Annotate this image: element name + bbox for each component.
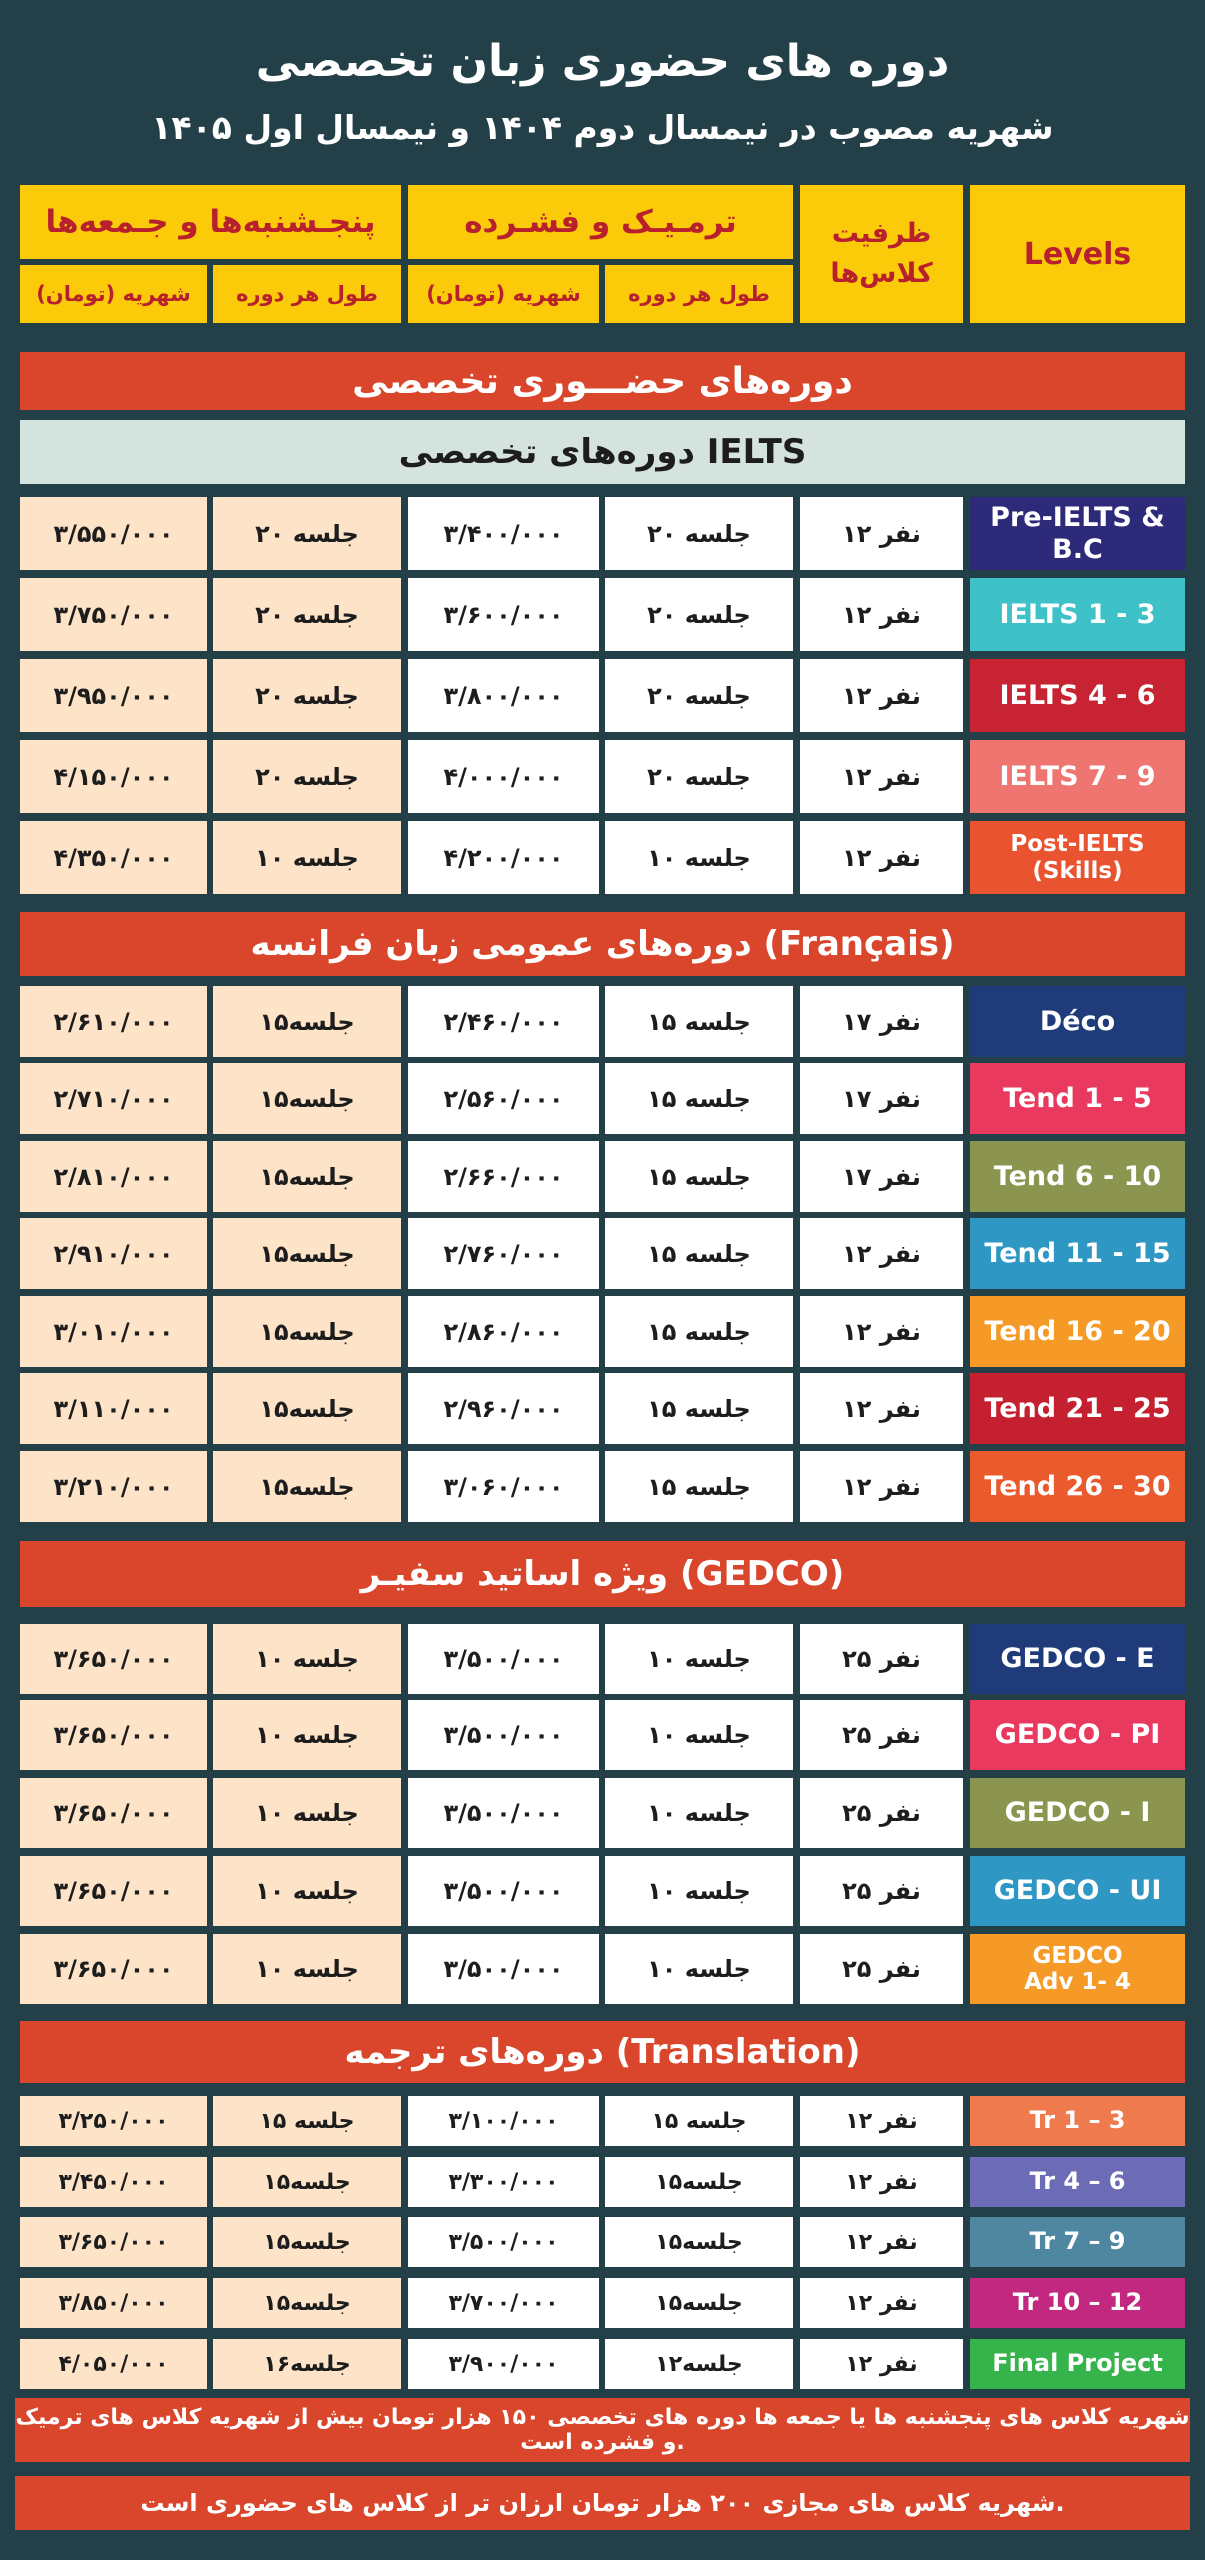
duration-weekend-cell: ۱۰ جلسه [213,1778,401,1848]
duration-weekend-cell: ۱۵جلسه [213,2217,401,2267]
capacity-cell: ۱۲ نفر [800,2217,963,2267]
fee-weekend-cell: ۲/۷۱۰/۰۰۰ [20,1063,207,1134]
section-band: دوره‌های عمومی زبان فرانسه (Français) [20,912,1185,976]
capacity-cell: ۲۵ نفر [800,1856,963,1926]
level-cell: Tr 4 – 6 [970,2157,1185,2207]
capacity-cell: ۱۷ نفر [800,986,963,1057]
fee-intensive-cell: ۳/۰۶۰/۰۰۰ [408,1451,599,1522]
capacity-cell: ۱۲ نفر [800,821,963,894]
header-levels: Levels [970,185,1185,323]
fee-intensive-cell: ۳/۵۰۰/۰۰۰ [408,1700,599,1770]
fee-weekend-cell: ۳/۷۵۰/۰۰۰ [20,578,207,651]
duration-intensive-cell: ۱۵ جلسه [605,1451,793,1522]
duration-intensive-cell: ۱۵ جلسه [605,1296,793,1367]
duration-intensive-cell: ۱۵ جلسه [605,986,793,1057]
fee-weekend-cell: ۳/۲۵۰/۰۰۰ [20,2096,207,2146]
header-group-weekend: پنجـشنبه‌ها و جـمعه‌ها [20,185,401,259]
fee-intensive-cell: ۴/۰۰۰/۰۰۰ [408,740,599,813]
duration-weekend-cell: ۱۰ جلسه [213,1700,401,1770]
capacity-cell: ۱۲ نفر [800,497,963,570]
fee-weekend-cell: ۳/۶۵۰/۰۰۰ [20,2217,207,2267]
fee-intensive-cell: ۳/۴۰۰/۰۰۰ [408,497,599,570]
capacity-cell: ۱۷ نفر [800,1141,963,1212]
fee-weekend-cell: ۲/۶۱۰/۰۰۰ [20,986,207,1057]
level-cell: Tend 16 - 20 [970,1296,1185,1367]
capacity-cell: ۱۲ نفر [800,1218,963,1289]
duration-weekend-cell: ۱۵جلسه [213,986,401,1057]
header-capacity: ظرفیت کلاس‌ها [800,185,963,323]
fee-intensive-cell: ۳/۸۰۰/۰۰۰ [408,659,599,732]
capacity-cell: ۱۲ نفر [800,740,963,813]
duration-intensive-cell: ۱۰ جلسه [605,1624,793,1694]
fee-intensive-cell: ۳/۶۰۰/۰۰۰ [408,578,599,651]
capacity-cell: ۲۵ نفر [800,1934,963,2004]
capacity-cell: ۱۲ نفر [800,1296,963,1367]
duration-intensive-cell: ۱۵ جلسه [605,1218,793,1289]
duration-intensive-cell: ۱۰ جلسه [605,1856,793,1926]
duration-weekend-cell: ۱۵جلسه [213,2278,401,2328]
fee-weekend-cell: ۳/۹۵۰/۰۰۰ [20,659,207,732]
level-cell: Post-IELTS (Skills) [970,821,1185,894]
level-cell: GEDCO - E [970,1624,1185,1694]
section-band: ویژه اساتید سفیـر (GEDCO) [20,1541,1185,1607]
capacity-cell: ۱۲ نفر [800,2157,963,2207]
duration-weekend-cell: ۱۰ جلسه [213,1934,401,2004]
duration-intensive-cell: ۱۰ جلسه [605,1778,793,1848]
fee-weekend-cell: ۳/۰۱۰/۰۰۰ [20,1296,207,1367]
fee-intensive-cell: ۳/۵۰۰/۰۰۰ [408,1934,599,2004]
duration-weekend-cell: ۲۰ جلسه [213,740,401,813]
level-cell: Tend 26 - 30 [970,1451,1185,1522]
section-main-band: دوره‌های حضـــوری تخصصی [20,352,1185,410]
capacity-cell: ۲۵ نفر [800,1778,963,1848]
duration-weekend-cell: ۱۶جلسه [213,2339,401,2389]
duration-weekend-cell: ۱۵جلسه [213,1373,401,1444]
duration-weekend-cell: ۱۵جلسه [213,1296,401,1367]
duration-intensive-cell: ۱۰ جلسه [605,1934,793,2004]
page-title: دوره های حضوری زبان تخصصی [255,36,950,87]
duration-intensive-cell: ۱۵ جلسه [605,2096,793,2146]
section-band: دوره‌های تخصصی IELTS [20,420,1185,484]
duration-intensive-cell: ۱۵جلسه [605,2217,793,2267]
level-cell: Tend 6 - 10 [970,1141,1185,1212]
fee-intensive-cell: ۲/۵۶۰/۰۰۰ [408,1063,599,1134]
duration-weekend-cell: ۲۰ جلسه [213,497,401,570]
duration-intensive-cell: ۱۵ جلسه [605,1373,793,1444]
level-cell: Tend 21 - 25 [970,1373,1185,1444]
fee-intensive-cell: ۳/۱۰۰/۰۰۰ [408,2096,599,2146]
duration-weekend-cell: ۱۵جلسه [213,1451,401,1522]
fee-intensive-cell: ۳/۳۰۰/۰۰۰ [408,2157,599,2207]
capacity-cell: ۲۵ نفر [800,1700,963,1770]
duration-intensive-cell: ۲۰ جلسه [605,740,793,813]
fee-intensive-cell: ۲/۴۶۰/۰۰۰ [408,986,599,1057]
duration-weekend-cell: ۲۰ جلسه [213,659,401,732]
fee-intensive-cell: ۳/۵۰۰/۰۰۰ [408,1856,599,1926]
header-group-intensive: ترمـیـک و فشـرده [408,185,793,259]
duration-weekend-cell: ۱۰ جلسه [213,821,401,894]
duration-weekend-cell: ۱۵جلسه [213,1218,401,1289]
duration-intensive-cell: ۱۵ جلسه [605,1141,793,1212]
fee-weekend-cell: ۲/۸۱۰/۰۰۰ [20,1141,207,1212]
capacity-cell: ۲۵ نفر [800,1624,963,1694]
fee-intensive-cell: ۴/۲۰۰/۰۰۰ [408,821,599,894]
fee-intensive-cell: ۳/۷۰۰/۰۰۰ [408,2278,599,2328]
fee-weekend-cell: ۳/۲۱۰/۰۰۰ [20,1451,207,1522]
level-cell: GEDCO - I [970,1778,1185,1848]
level-cell: Tr 10 – 12 [970,2278,1185,2328]
duration-intensive-cell: ۱۰ جلسه [605,821,793,894]
level-cell: GEDCO - PI [970,1700,1185,1770]
duration-intensive-cell: ۱۲جلسه [605,2339,793,2389]
fee-intensive-cell: ۲/۹۶۰/۰۰۰ [408,1373,599,1444]
fee-intensive-cell: ۳/۹۰۰/۰۰۰ [408,2339,599,2389]
note-weekend: شهریه کلاس های پنجشنبه ها یا جمعه ها دوره های تخصصی ۱۵۰ هزار تومان بیش از شهریه کلاس های ترمیک و فشرده است. [15,2398,1190,2462]
level-cell: Tr 7 – 9 [970,2217,1185,2267]
duration-intensive-cell: ۱۵ جلسه [605,1063,793,1134]
level-cell: GEDCO - UI [970,1856,1185,1926]
section-band: دوره‌های ترجمه (Translation) [20,2021,1185,2083]
level-cell: Déco [970,986,1185,1057]
fee-weekend-cell: ۳/۵۵۰/۰۰۰ [20,497,207,570]
fee-weekend-cell: ۳/۶۵۰/۰۰۰ [20,1934,207,2004]
duration-weekend-cell: ۱۵جلسه [213,1063,401,1134]
level-cell: Pre-IELTS & B.C [970,497,1185,570]
capacity-cell: ۱۲ نفر [800,2278,963,2328]
duration-intensive-cell: ۱۵جلسه [605,2278,793,2328]
fee-weekend-cell: ۳/۶۵۰/۰۰۰ [20,1778,207,1848]
fee-weekend-cell: ۲/۹۱۰/۰۰۰ [20,1218,207,1289]
fee-weekend-cell: ۳/۸۵۰/۰۰۰ [20,2278,207,2328]
capacity-cell: ۱۷ نفر [800,1063,963,1134]
duration-intensive-cell: ۲۰ جلسه [605,578,793,651]
fee-intensive-cell: ۲/۷۶۰/۰۰۰ [408,1218,599,1289]
fee-weekend-cell: ۴/۳۵۰/۰۰۰ [20,821,207,894]
fee-weekend-cell: ۴/۱۵۰/۰۰۰ [20,740,207,813]
capacity-cell: ۱۲ نفر [800,1373,963,1444]
level-cell: GEDCO Adv 1- 4 [970,1934,1185,2004]
note-online: شهریه کلاس های مجازی ۲۰۰ هزار تومان ارزان تر از کلاس های حضوری است. [15,2476,1190,2530]
level-cell: IELTS 4 - 6 [970,659,1185,732]
duration-weekend-cell: ۲۰ جلسه [213,578,401,651]
header-duration-1: طول هر دوره [605,265,793,323]
level-cell: Final Project [970,2339,1185,2389]
duration-weekend-cell: ۱۵ جلسه [213,2096,401,2146]
header-fee-2: شهریه (تومان) [20,265,207,323]
duration-weekend-cell: ۱۰ جلسه [213,1624,401,1694]
duration-intensive-cell: ۲۰ جلسه [605,659,793,732]
header-duration-2: طول هر دوره [213,265,401,323]
fee-weekend-cell: ۳/۱۱۰/۰۰۰ [20,1373,207,1444]
capacity-cell: ۱۲ نفر [800,659,963,732]
fee-weekend-cell: ۳/۶۵۰/۰۰۰ [20,1856,207,1926]
fee-intensive-cell: ۲/۶۶۰/۰۰۰ [408,1141,599,1212]
header-fee-1: شهریه (تومان) [408,265,599,323]
capacity-cell: ۱۲ نفر [800,578,963,651]
fee-intensive-cell: ۳/۵۰۰/۰۰۰ [408,1624,599,1694]
capacity-cell: ۱۲ نفر [800,2339,963,2389]
level-cell: Tend 1 - 5 [970,1063,1185,1134]
duration-intensive-cell: ۱۰ جلسه [605,1700,793,1770]
fee-intensive-cell: ۳/۵۰۰/۰۰۰ [408,2217,599,2267]
fee-intensive-cell: ۳/۵۰۰/۰۰۰ [408,1778,599,1848]
level-cell: IELTS 7 - 9 [970,740,1185,813]
duration-weekend-cell: ۱۵جلسه [213,1141,401,1212]
fee-weekend-cell: ۳/۶۵۰/۰۰۰ [20,1624,207,1694]
fee-intensive-cell: ۲/۸۶۰/۰۰۰ [408,1296,599,1367]
capacity-cell: ۱۲ نفر [800,2096,963,2146]
duration-weekend-cell: ۱۵جلسه [213,2157,401,2207]
fee-weekend-cell: ۳/۴۵۰/۰۰۰ [20,2157,207,2207]
page-subtitle: شهریه مصوب در نیمسال دوم ۱۴۰۴ و نیمسال اول ۱۴۰۵ [151,108,1054,147]
duration-weekend-cell: ۱۰ جلسه [213,1856,401,1926]
duration-intensive-cell: ۲۰ جلسه [605,497,793,570]
level-cell: Tend 11 - 15 [970,1218,1185,1289]
level-cell: IELTS 1 - 3 [970,578,1185,651]
fee-weekend-cell: ۳/۶۵۰/۰۰۰ [20,1700,207,1770]
fee-weekend-cell: ۴/۰۵۰/۰۰۰ [20,2339,207,2389]
level-cell: Tr 1 – 3 [970,2096,1185,2146]
capacity-cell: ۱۲ نفر [800,1451,963,1522]
duration-intensive-cell: ۱۵جلسه [605,2157,793,2207]
